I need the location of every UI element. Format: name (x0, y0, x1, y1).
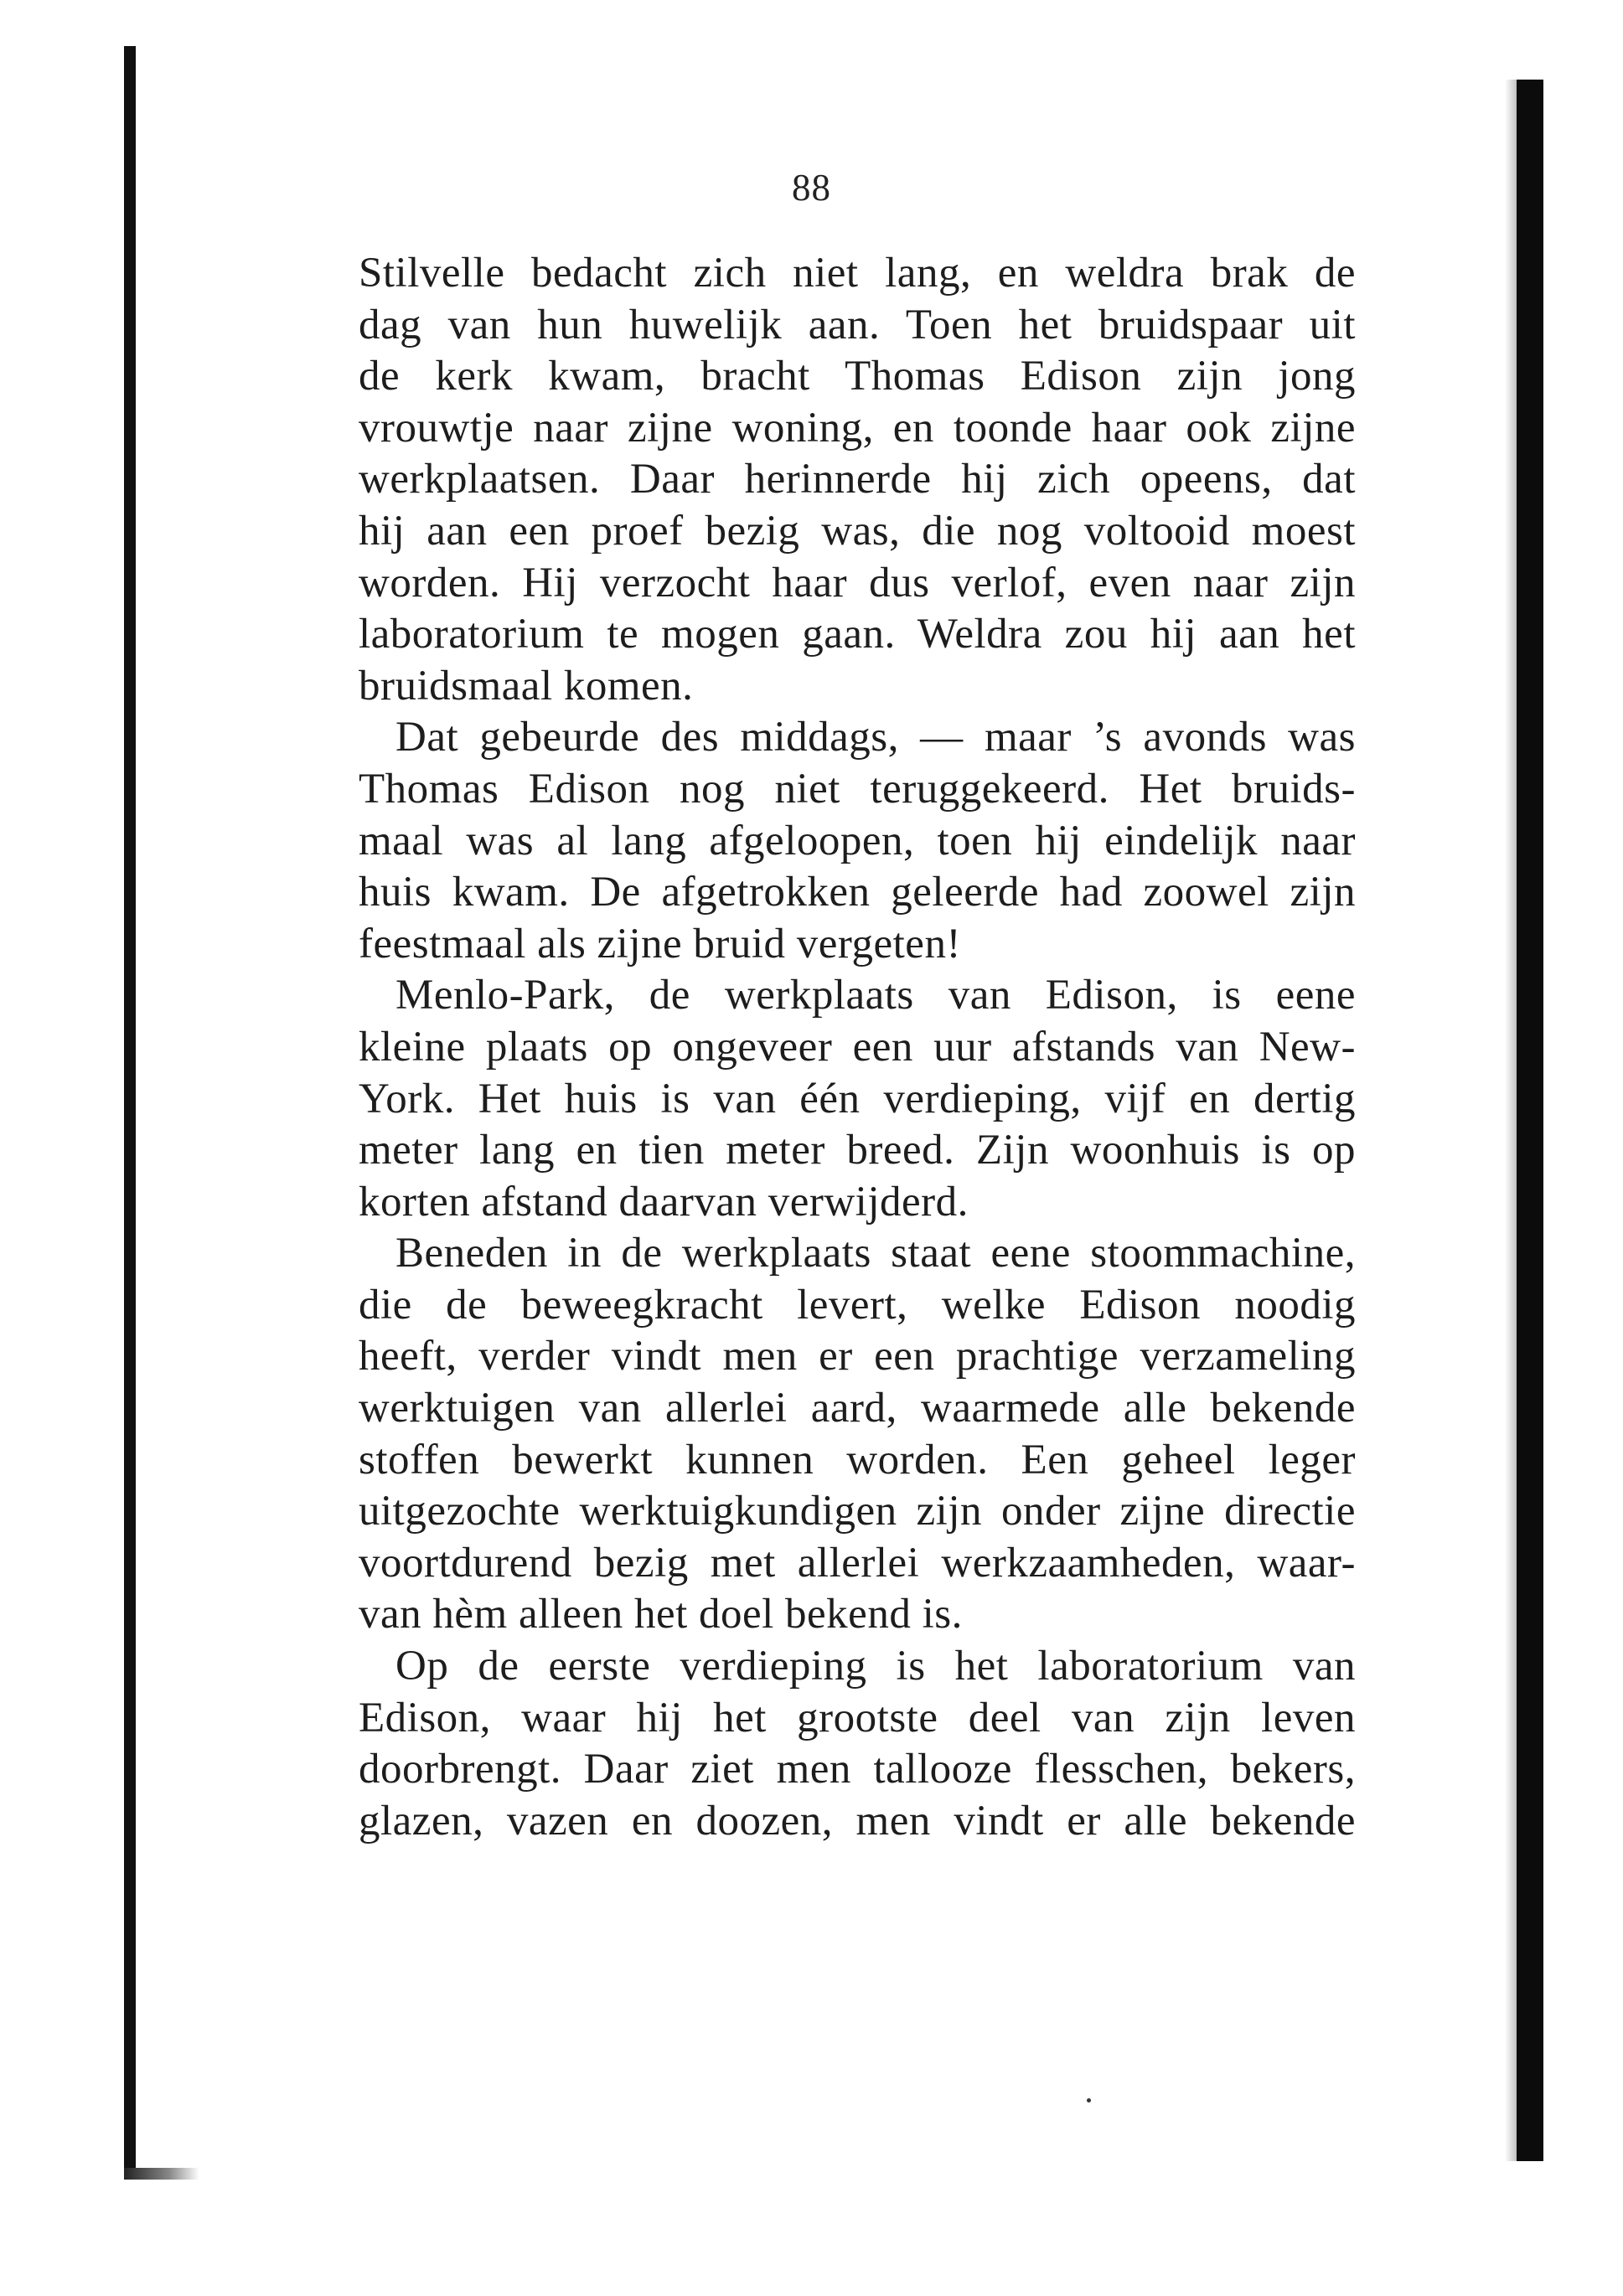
text-line: kleine plaats op ongeveer een uur afstands van New- (359, 1023, 1356, 1071)
text-line: feestmaal als zijne bruid vergeten! (359, 920, 961, 967)
text-line: hij aan een proef bezig was, die nog voltooid moest (359, 507, 1356, 555)
text-line: huis kwam. De afgetrokken geleerde had zoowel zijn (359, 869, 1356, 916)
scan-border-right (1517, 80, 1543, 2161)
paragraph-5 (359, 1641, 1356, 1847)
text-line: laboratorium te mogen gaan. Weldra zou hij aan het (359, 611, 1356, 658)
text-line: Thomas Edison nog niet teruggekeerd. Het bruids- (359, 765, 1356, 813)
text-line: dag van hun huwelijk aan. Toen het bruidspaar uit (359, 301, 1356, 348)
paragraph-1 (359, 248, 1356, 712)
text-line: maal was al lang afgeloopen, toen hij eindelijk naar (359, 817, 1356, 864)
text-line: werktuigen van allerlei aard, waarmede alle bekende (359, 1385, 1356, 1432)
text-line: Menlo-Park, de werkplaats van Edison, is eene (395, 972, 1356, 1019)
text-line: Stilvelle bedacht zich niet lang, en weldra brak de (359, 250, 1356, 297)
text-line: meter lang en tien meter breed. Zijn woonhuis is op (359, 1127, 1356, 1174)
text-line: worden. Hij verzocht haar dus verlof, even naar zijn (359, 559, 1356, 606)
text-line: van hèm alleen het doel bekend is. (359, 1591, 963, 1638)
scan-border-right-shadow (1505, 80, 1517, 2161)
text-line: stoffen bewerkt kunnen worden. Een geheel leger (359, 1436, 1356, 1483)
paragraph-4 (359, 1228, 1356, 1641)
text-line: uitgezochte werktuigkundigen zijn onder zijne directie (359, 1488, 1356, 1535)
text-line: Op de eerste verdieping is het laboratorium van (395, 1643, 1356, 1690)
page-number: 88 (792, 167, 831, 209)
text-line: vrouwtje naar zijne woning, en toonde haar ook zijne (359, 404, 1356, 451)
paragraph-3 (359, 970, 1356, 1228)
scan-border-left-foot (124, 2168, 199, 2180)
text-line: York. Het huis is van één verdieping, vijf en dertig (359, 1075, 1356, 1122)
text-line: de kerk kwam, bracht Thomas Edison zijn jong (359, 353, 1356, 400)
text-line: die de beweegkracht levert, welke Edison noodig (359, 1281, 1356, 1329)
scan-speck (1087, 2098, 1091, 2103)
text-line: korten afstand daarvan verwijderd. (359, 1178, 969, 1225)
text-line: bruidsmaal komen. (359, 662, 694, 709)
paragraph-2 (359, 712, 1356, 970)
text-line: voortdurend bezig met allerlei werkzaamheden, waar- (359, 1539, 1356, 1587)
text-line: Beneden in de werkplaats staat eene stoommachine, (395, 1230, 1356, 1277)
scan-border-left (124, 46, 136, 2178)
text-line: doorbrengt. Daar ziet men tallooze flesschen, bekers, (359, 1746, 1356, 1793)
body-text (359, 248, 1356, 1847)
text-line: Edison, waar hij het grootste deel van zijn leven (359, 1694, 1356, 1741)
text-line: heeft, verder vindt men er een prachtige verzameling (359, 1333, 1356, 1380)
text-line: Dat gebeurde des middags, — maar ’s avonds was (395, 714, 1356, 761)
text-line: werkplaatsen. Daar herinnerde hij zich opeens, dat (359, 456, 1356, 503)
text-line: glazen, vazen en doozen, men vindt er alle bekende (359, 1797, 1356, 1845)
